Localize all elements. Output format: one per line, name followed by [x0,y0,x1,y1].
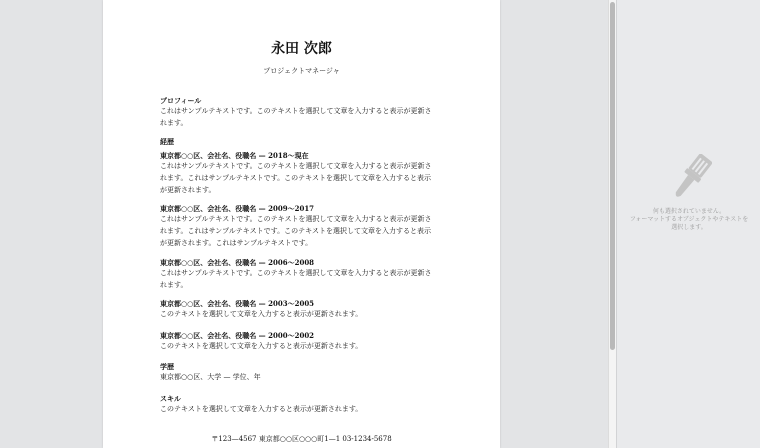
text-line: れます。これはサンプルテキストです。このテキストを選択して文章を入力すると表示 [160,227,431,235]
job-description-2[interactable] [160,213,450,249]
resume-name[interactable]: 永田 次郎 [271,41,332,57]
text-line: れます。 [160,119,188,127]
education-heading[interactable]: 学歴 [160,362,174,371]
message-line: フォーマットするオブジェクトやテキストを [629,216,749,223]
job-description-3[interactable] [160,267,450,291]
text-line: これはサンプルテキストです。このテキストを選択して文章を入力すると表示が更新さ [160,162,432,170]
text-line: このテキストを選択して文章を入力すると表示が更新されます。 [160,405,363,413]
job-title-2[interactable]: 東京都○○区、会社名、役職名 — 2009〜2017 [160,204,315,213]
text-line: が更新されます。これはサンプルテキストです。 [160,239,313,247]
text-line: これはサンプルテキストです。このテキストを選択して文章を入力すると表示が更新さ [160,107,432,115]
career-heading[interactable]: 経歴 [160,137,174,146]
text-line: 東京都○○区、大学 — 学位、年 [160,373,261,381]
job-description-4[interactable] [160,308,450,320]
job-title-4[interactable]: 東京都○○区、会社名、役職名 — 2003〜2005 [160,299,315,308]
job-description-5[interactable] [160,340,450,352]
job-description-1[interactable] [160,160,450,196]
scrollbar-thumb[interactable] [610,2,615,350]
profile-text[interactable] [160,105,450,129]
text-line: これはサンプルテキストです。このテキストを選択して文章を入力すると表示が更新さ [160,215,432,223]
education-text[interactable] [160,371,450,383]
no-selection-message [623,208,755,232]
paintbrush-icon [668,154,712,204]
text-line: が更新されます。 [160,186,216,194]
skills-text[interactable] [160,403,450,415]
text-line: このテキストを選択して文章を入力すると表示が更新されます。 [160,310,363,318]
job-title-3[interactable]: 東京都○○区、会社名、役職名 — 2006〜2008 [160,258,315,267]
message-line: 何も選択されていません。 [652,208,726,215]
text-line: れます。これはサンプルテキストです。このテキストを選択して文章を入力すると表示 [160,174,431,182]
text-line: このテキストを選択して文章を入力すると表示が更新されます。 [160,342,363,350]
format-inspector-panel [616,0,760,448]
vertical-scrollbar[interactable] [608,0,616,448]
profile-heading[interactable]: プロフィール [160,96,202,105]
text-line: れます。 [160,281,188,289]
contact-footer[interactable]: 〒123—4567 東京都○○区○○○町1—1 03-1234-5678 [211,435,392,443]
message-line: 選択します。 [671,224,707,231]
text-line: これはサンプルテキストです。このテキストを選択して文章を入力すると表示が更新さ [160,269,432,277]
job-title-5[interactable]: 東京都○○区、会社名、役職名 — 2000〜2002 [160,331,315,340]
skills-heading[interactable]: スキル [160,394,181,403]
job-title-1[interactable]: 東京都○○区、会社名、役職名 — 2018〜現在 [160,151,309,160]
resume-page[interactable] [103,0,500,448]
resume-role[interactable]: プロジェクトマネージャ [263,67,340,75]
